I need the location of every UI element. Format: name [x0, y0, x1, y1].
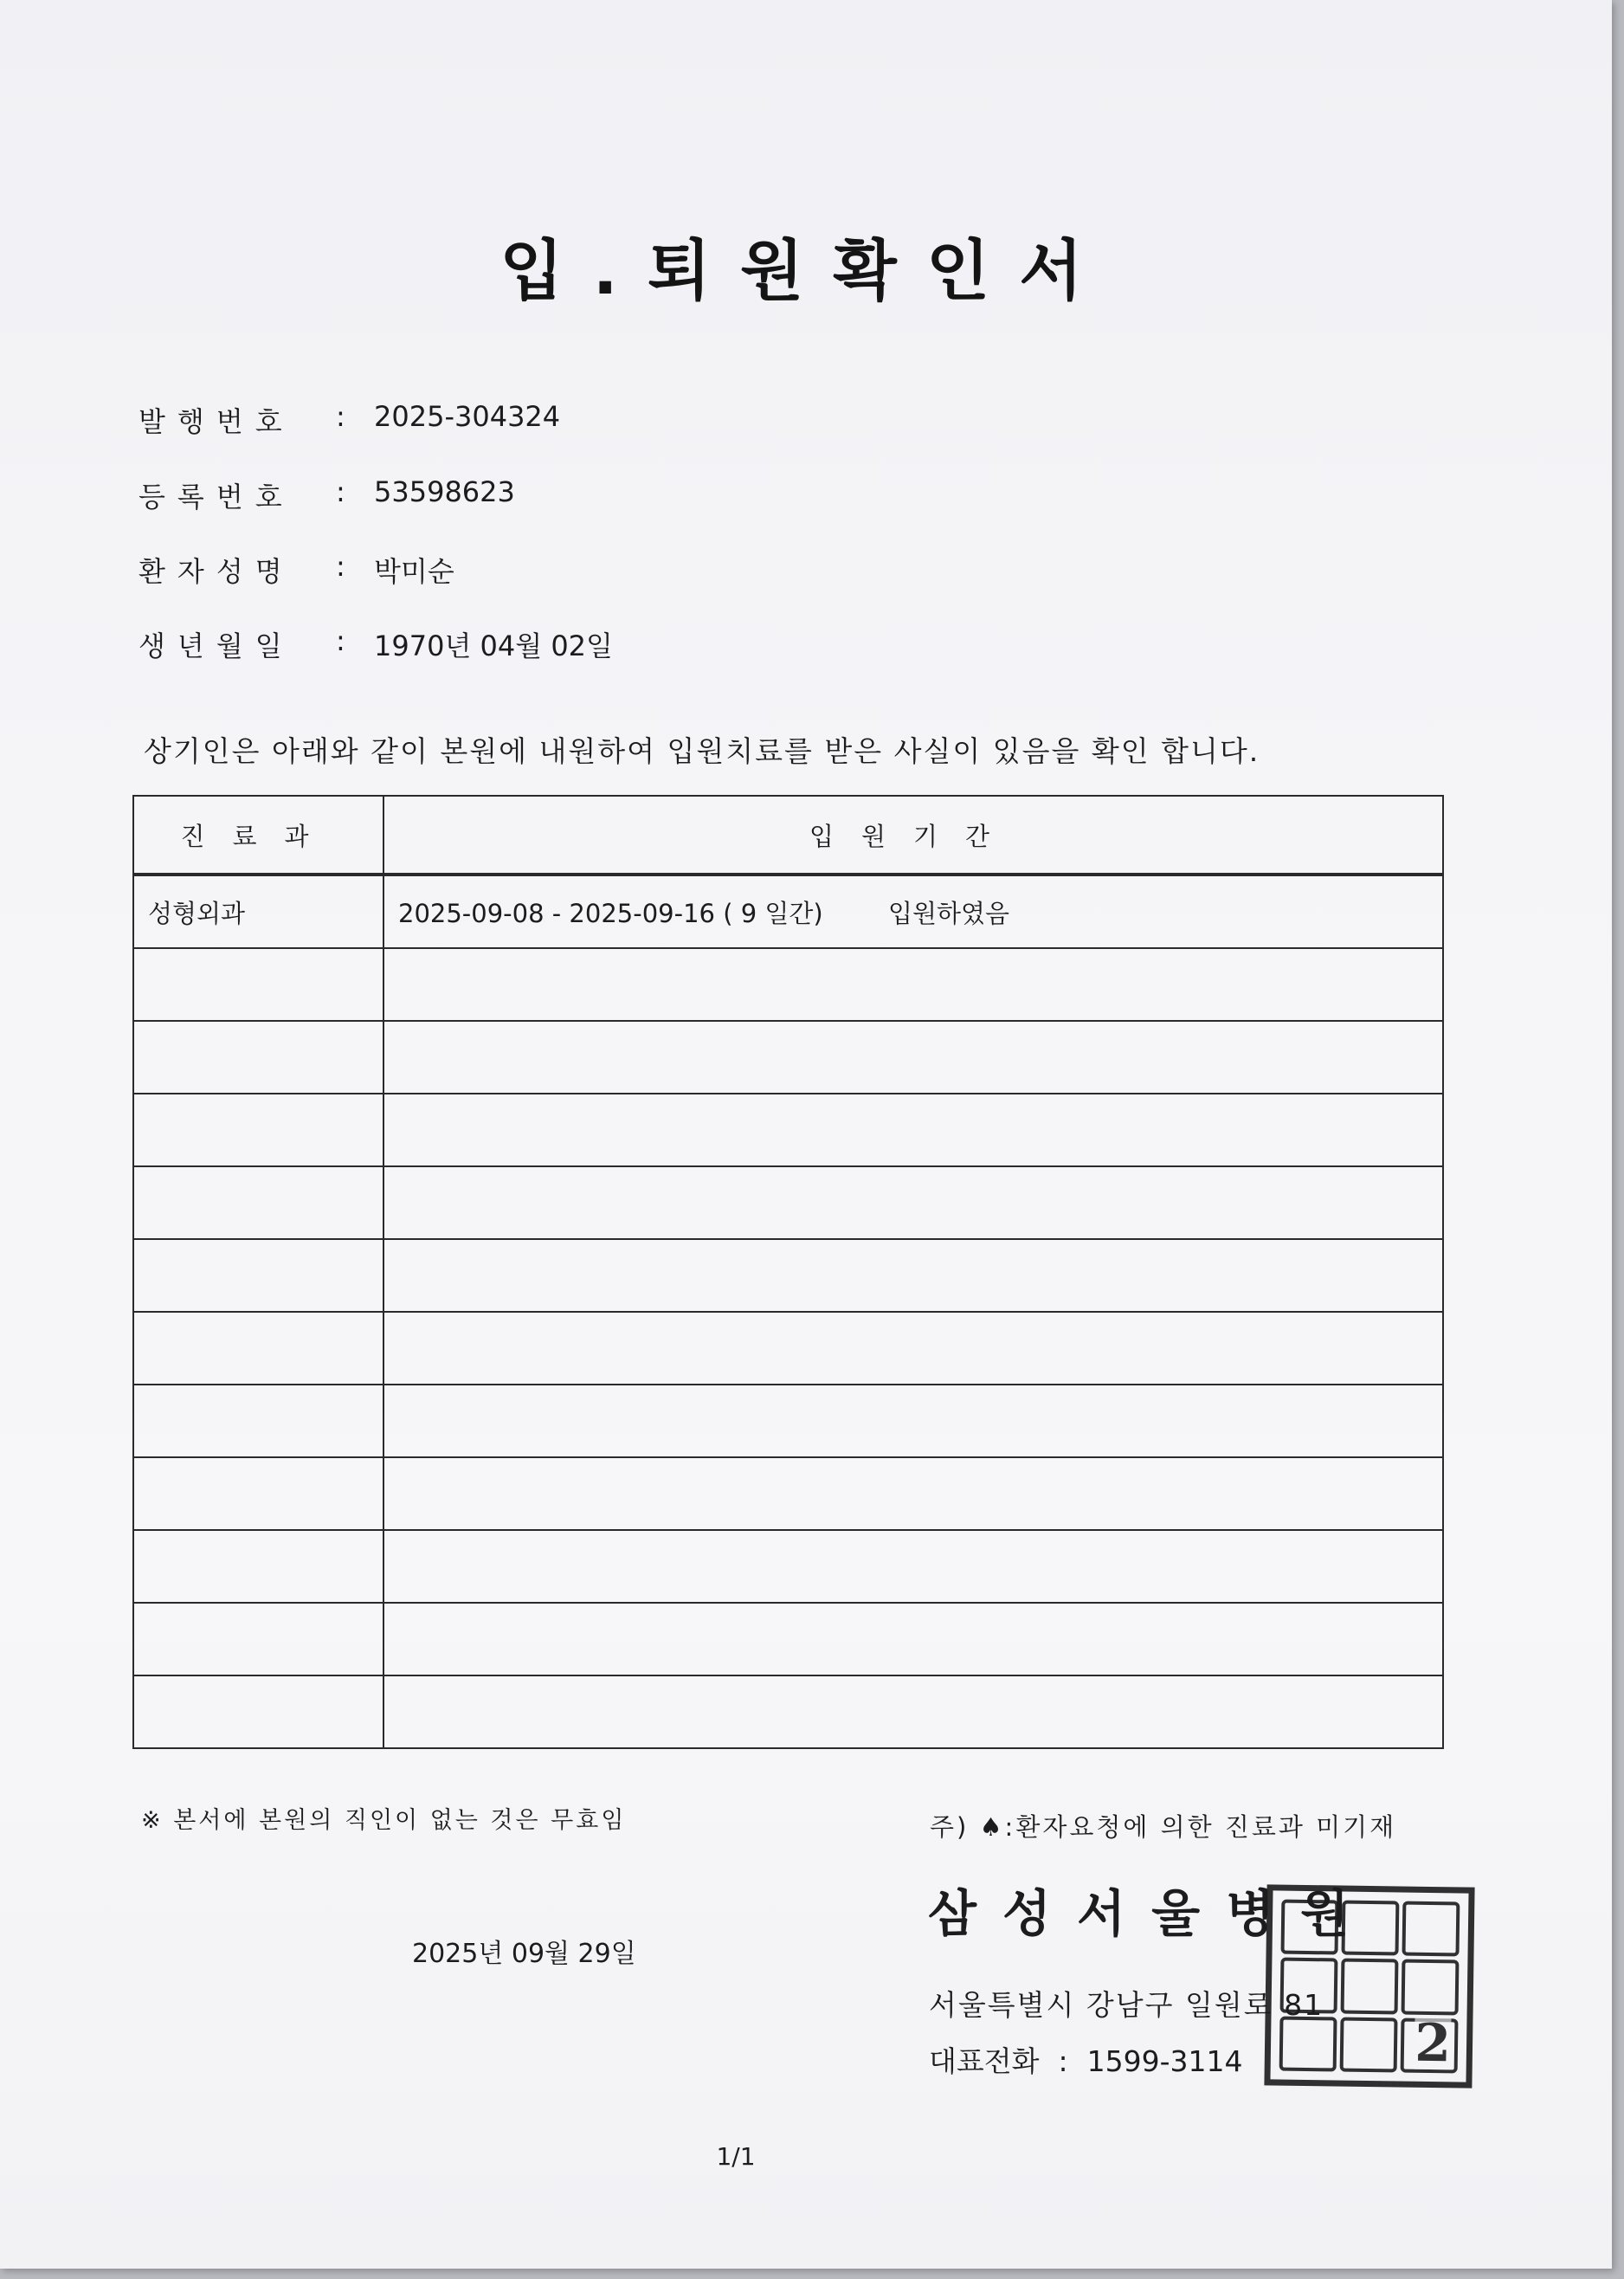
- department-cell: [133, 1239, 383, 1312]
- period-cell: [383, 1312, 1443, 1385]
- department-cell: [133, 1312, 383, 1385]
- field-label: 환자성명: [139, 555, 294, 588]
- table-row: [133, 1675, 1443, 1748]
- table-row: [133, 1385, 1443, 1457]
- admission-table: [132, 795, 1444, 1749]
- department-cell: 성형외과: [133, 875, 383, 948]
- hospital-address: 서울특별시 강남구 일원로 81: [929, 1988, 1324, 2022]
- period-cell: [383, 1385, 1443, 1457]
- confirmation-statement: 상기인은 아래와 같이 본원에 내원하여 입원치료를 받은 사실이 있음을 확인 합니다.: [144, 734, 1260, 768]
- period-cell: [383, 1094, 1443, 1166]
- field-value: 박미순: [374, 555, 454, 588]
- table-row: [133, 1603, 1443, 1675]
- period-cell: [383, 875, 1443, 948]
- department-cell: [133, 948, 383, 1021]
- page-number: 1/1: [716, 2142, 756, 2171]
- department-cell: [133, 1530, 383, 1603]
- phone-separator: :: [1058, 2044, 1068, 2078]
- table-row: [133, 1530, 1443, 1603]
- field-label: 등록번호: [139, 481, 294, 513]
- period-cell: [383, 1021, 1443, 1094]
- table-row: [133, 1239, 1443, 1312]
- table-row: [133, 1021, 1443, 1094]
- period-cell: [383, 948, 1443, 1021]
- field-value: 2025-304324: [374, 400, 561, 433]
- department-cell: [133, 1457, 383, 1530]
- field-label: 발행번호: [139, 405, 294, 438]
- table-header-row: [133, 796, 1443, 875]
- field-colon: :: [336, 475, 345, 508]
- field-colon: :: [336, 400, 345, 433]
- field-colon: :: [336, 550, 345, 583]
- header-department: 진료과: [133, 796, 383, 875]
- field-value: 1970년 04월 02일: [374, 629, 613, 662]
- admission-status: 입원하였음: [887, 898, 1010, 928]
- department-cell: [133, 1675, 383, 1748]
- hospital-name: 삼성서울병원: [928, 1884, 1376, 1943]
- period-cell: [383, 1530, 1443, 1603]
- period-cell: [383, 1675, 1443, 1748]
- validity-note: ※ 본서에 본원의 직인이 없는 것은 무효임: [141, 1807, 627, 1834]
- hospital-seal-stamp: [1264, 1884, 1474, 2088]
- issue-date: 2025년 09월 29일: [412, 1939, 636, 1969]
- phone-label: 대표전화: [929, 2044, 1040, 2078]
- phone-number: 1599-3114: [1086, 2044, 1243, 2078]
- hospital-phone: [929, 2039, 1243, 2080]
- table-row: [133, 875, 1443, 948]
- period-dates: 2025-09-08 - 2025-09-16 ( 9 일간): [398, 898, 823, 928]
- table-row: [133, 948, 1443, 1021]
- period-cell: [383, 1603, 1443, 1675]
- field-value: 53598623: [374, 475, 515, 508]
- seal-number: 2: [1414, 2012, 1452, 2075]
- table-row: [133, 1166, 1443, 1239]
- field-colon: :: [336, 624, 345, 657]
- table-row: [133, 1094, 1443, 1166]
- table-row: [133, 1457, 1443, 1530]
- document-title: 입.퇴원확인서: [499, 232, 1112, 309]
- period-cell: [383, 1239, 1443, 1312]
- department-cell: [133, 1094, 383, 1166]
- table-row: [133, 1312, 1443, 1385]
- department-cell: [133, 1021, 383, 1094]
- field-label: 생년월일: [139, 629, 294, 662]
- period-cell: [383, 1457, 1443, 1530]
- department-cell: [133, 1385, 383, 1457]
- header-admission-period: 입원기간: [383, 796, 1443, 875]
- department-cell: [133, 1166, 383, 1239]
- period-cell: [383, 1166, 1443, 1239]
- department-note: 주) ♠:환자요청에 의한 진료과 미기재: [930, 1812, 1397, 1842]
- department-cell: [133, 1603, 383, 1675]
